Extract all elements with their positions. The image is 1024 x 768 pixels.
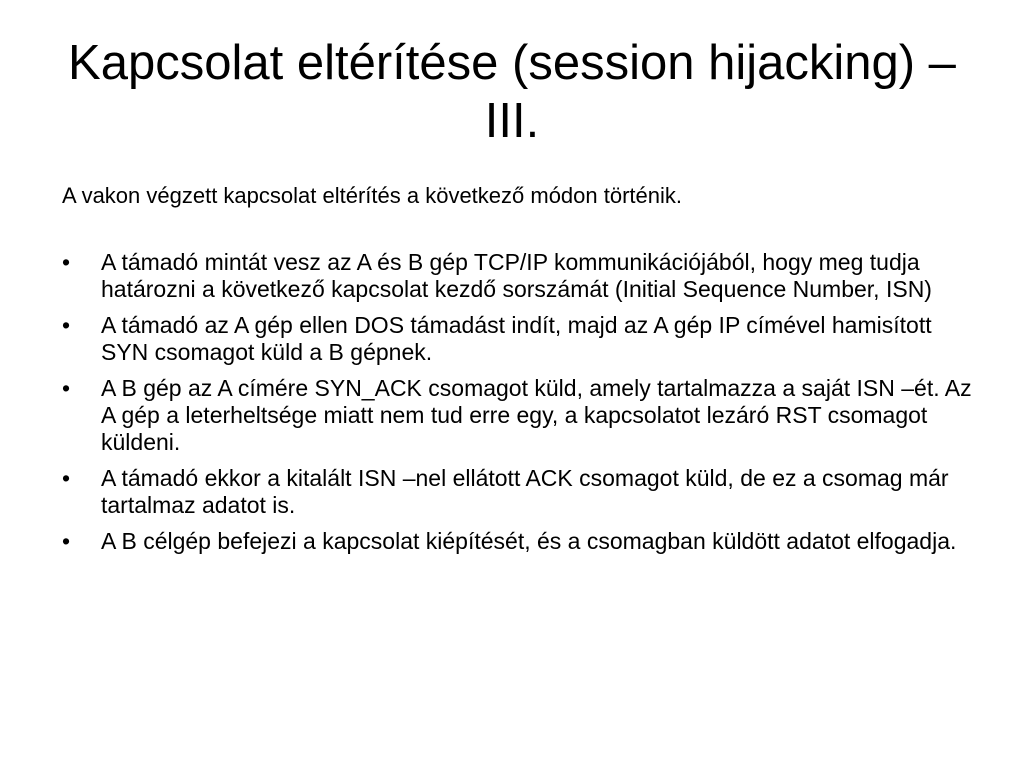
bullet-text: A támadó ekkor a kitalált ISN –nel ellátott ACK csomagot küld, de ez a csomag már tartalmaz adatot is. — [101, 465, 949, 518]
bullet-text: A támadó az A gép ellen DOS támadást indít, majd az A gép IP címével hamisított SYN csomagot küld a B gépnek. — [101, 312, 932, 365]
bullet-item-2 — [62, 312, 972, 366]
bullet-icon: • — [62, 375, 71, 401]
bullet-list — [62, 249, 972, 564]
bullet-item-5 — [62, 528, 972, 555]
bullet-icon: • — [62, 465, 71, 491]
bullet-item-4 — [62, 465, 972, 519]
bullet-item-3 — [62, 375, 972, 456]
bullet-text: A B célgép befejezi a kapcsolat kiépítését, és a csomagban küldött adatot elfogadja. — [101, 528, 957, 554]
bullet-item-1 — [62, 249, 972, 303]
slide-title: Kapcsolat eltérítése (session hijacking) – III. — [68, 36, 956, 148]
bullet-icon: • — [62, 312, 71, 338]
intro-text: A vakon végzett kapcsolat eltérítés a következő módon történik. — [62, 183, 683, 208]
bullet-text: A támadó mintát vesz az A és B gép TCP/IP kommunikációjából, hogy meg tudja határozni a következő kapcsolat kezdő sorszámát (Initial Sequence Number, ISN) — [101, 249, 932, 302]
bullet-icon: • — [62, 528, 71, 554]
bullet-text: A B gép az A címére SYN_ACK csomagot küld, amely tartalmazza a saját ISN –ét. Az A gép a leterheltsége miatt nem tud erre egy, a kapcsolatot lezáró RST csomagot küldeni. — [101, 375, 972, 455]
bullet-icon: • — [62, 249, 71, 275]
